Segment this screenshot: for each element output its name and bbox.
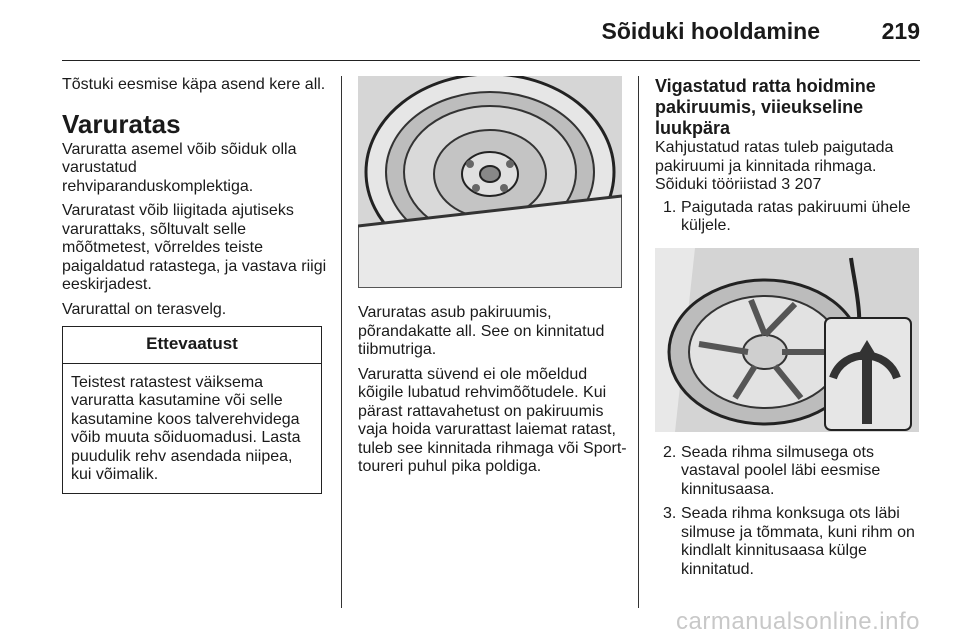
paragraph: Kahjustatud ratas tuleb paigutada pakiruumi ja kinnitada rihmaga. Sõiduki tööriistad 3 207	[655, 139, 923, 195]
paragraph: Varuratta süvend ei ole mõeldud kõigile lubatud rehvimõõtudele. Kui pärast rattavahetust on pakiruumis vaja hoida varurattast laiemat ratast, tuleb see kinnitada rihmaga või Sport- toureri puhul pika poldiga.	[358, 365, 627, 475]
list-item: 1. Paigutada ratas pakiruumi ühele küljele.	[663, 198, 911, 234]
column-middle	[358, 76, 627, 483]
arrow-icon: 3	[781, 176, 791, 193]
paragraph: Varuratas asub pakiruumis, põrandakatte all. See on kinnitatud tiibmutriga.	[358, 304, 605, 358]
list-item: 2. Seada rihma silmusega ots vastaval poolel läbi eesmise kinnitusaasa.	[663, 443, 881, 498]
paragraph: Varuratta asemel võib sõiduk olla varustatud rehviparanduskomplektiga.	[62, 140, 297, 195]
page-header	[62, 0, 920, 61]
caution-box	[62, 326, 322, 494]
caution-title: Ettevaatust	[63, 327, 321, 364]
paragraph: Varuratast võib liigitada ajutiseks varurattaks, sõltuvalt selle mõõtmetest, võrreldes teiste paigaldatud ratastega, ja vastava riigi eeskirjadest.	[62, 202, 327, 293]
caution-body: Teistest ratastest väiksema varuratta kasutamine või selle kasutamine koos talverehvidega võib muuta sõiduomadusi. Lasta puudulik rehv asendada niipea, kui võimalik.	[71, 373, 301, 483]
subsection-title: Vigastatud ratta hoidmine pakiruumis, viieukseline luukpära	[655, 76, 876, 138]
step-list	[655, 199, 923, 236]
column-divider	[341, 76, 342, 608]
column-right	[655, 76, 923, 585]
watermark: carmanualsonline.info	[676, 608, 920, 635]
list-item: 3. Seada rihma konksuga ots läbi silmuse ja tõmmata, kuni rihm on kindlalt kinnitusaasa külge kinnitatud.	[663, 505, 915, 578]
column-left	[62, 76, 328, 494]
intro-text: Tõstuki eesmise käpa asend kere all.	[62, 76, 326, 93]
cross-reference: Sõiduki tööriistad 3 207	[655, 176, 822, 193]
page-number: 219	[881, 18, 920, 44]
strap-fastening-illustration	[655, 248, 919, 432]
section-title: Varuratas	[62, 108, 181, 139]
step-list	[655, 444, 923, 580]
spare-wheel-illustration	[358, 76, 622, 288]
chapter-title: Sõiduki hooldamine	[601, 18, 820, 44]
column-divider	[638, 76, 639, 608]
paragraph: Varurattal on terasvelg.	[62, 300, 227, 318]
